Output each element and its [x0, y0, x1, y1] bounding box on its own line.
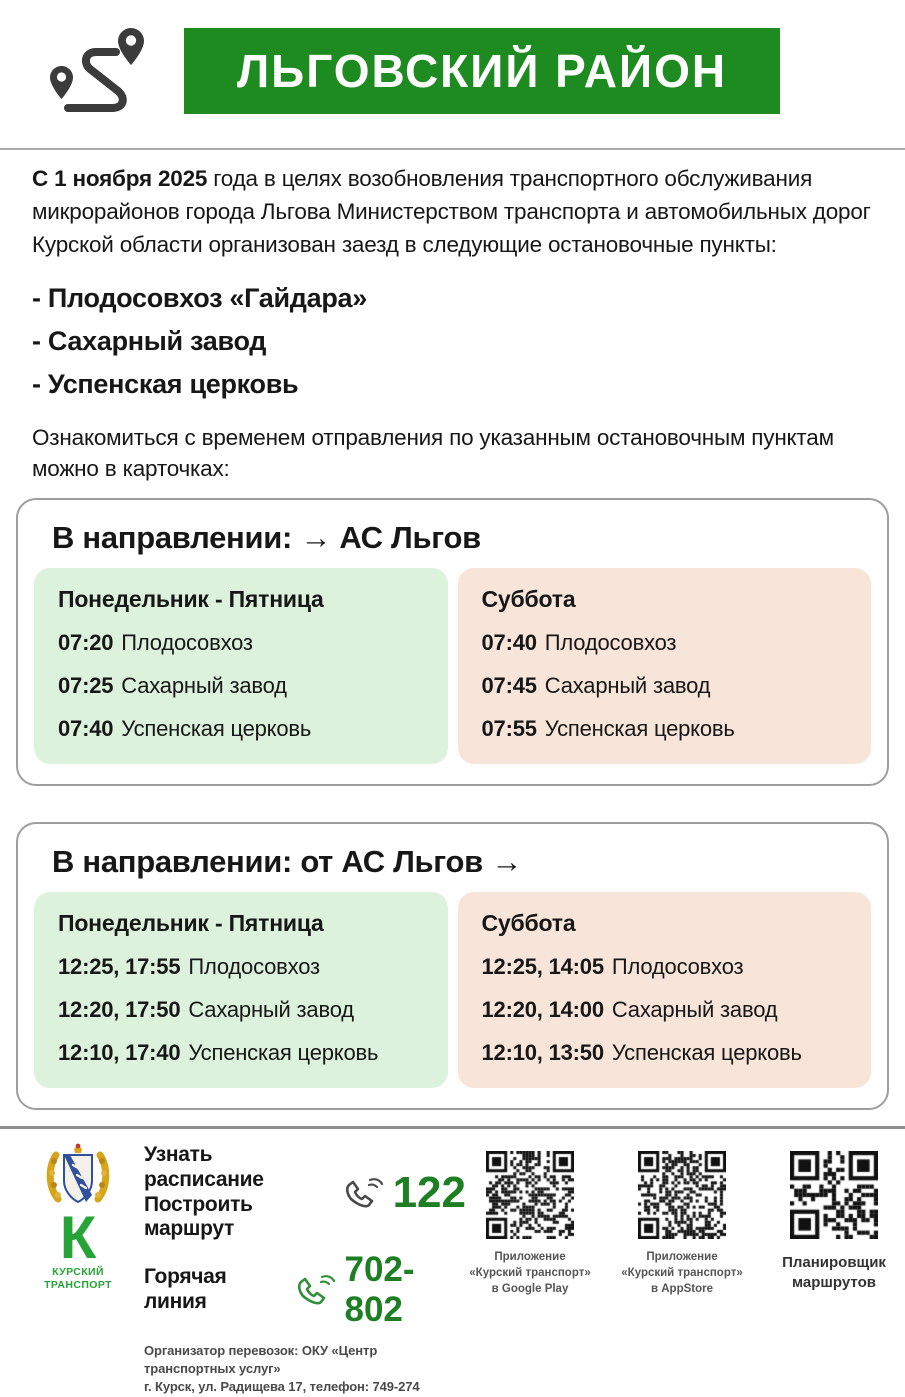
phone-icon — [295, 1270, 337, 1310]
organizer-line: Организатор перевозок: ОКУ «Центр транспортных услуг» — [144, 1343, 378, 1377]
schedule-row — [482, 954, 848, 980]
schedule-row — [58, 630, 424, 656]
schedule-label: Узнать расписание — [144, 1143, 264, 1191]
stop-item: - Сахарный завод — [32, 326, 267, 356]
schedule-row — [482, 997, 848, 1023]
schedule-row — [482, 1040, 848, 1066]
schedule-row — [58, 716, 424, 742]
schedule-row — [58, 954, 424, 980]
departure-time: 12:10, 13:50 — [481, 1040, 604, 1065]
footer — [0, 1129, 905, 1397]
route-icon — [38, 24, 170, 118]
qr-label-line: «Курский транспорт» — [621, 1267, 743, 1280]
organizer-info — [144, 1342, 466, 1397]
qr-label-line: маршрутов — [792, 1274, 876, 1292]
schedule-row — [58, 997, 424, 1023]
stop-name: Успенская церковь — [611, 1040, 802, 1065]
logo-caption-line: КУРСКИЙ — [52, 1266, 104, 1278]
brand-column — [28, 1143, 128, 1292]
map-pin-icon — [50, 66, 73, 99]
header — [0, 0, 905, 118]
coat-of-arms-icon — [42, 1143, 114, 1207]
stop-name: Успенская церковь — [121, 716, 312, 741]
logo-caption-line: ТРАНСПОРТ — [44, 1279, 112, 1292]
qr-label — [782, 1253, 886, 1294]
organizer-line: г. Курск, ул. Радищева 17, телефон: 749-274 — [144, 1379, 420, 1395]
intro-text: года в целях возобновления транспортного обслуживания микрорайонов города Льгова Министерством транспорта и автомобильных дорог Курской области организован заезд в следующие остановочные пункты: — [32, 166, 871, 257]
qr-code-icon — [638, 1151, 726, 1239]
departure-time: 12:20, 14:00 — [481, 997, 604, 1022]
schedule-row — [58, 673, 424, 699]
main-content — [0, 162, 905, 484]
phone-icon — [343, 1173, 385, 1213]
card-title: В направлении: от АС Льгов → — [52, 844, 522, 879]
panel-header: Понедельник - Пятница — [58, 586, 324, 612]
stop-name: Плодосовхоз — [121, 630, 253, 655]
stop-name: Плодосовхоз — [611, 954, 744, 979]
stops-list — [32, 277, 873, 406]
departure-time: 07:45 — [481, 673, 537, 698]
stop-item: - Успенская церковь — [32, 369, 299, 399]
departure-time: 07:20 — [58, 630, 114, 655]
stop-item: - Плодосовхоз «Гайдара» — [32, 283, 367, 313]
stop-name: Сахарный завод — [544, 673, 711, 698]
stop-name: Плодосовхоз — [188, 954, 320, 979]
departure-time: 12:25, 17:55 — [58, 954, 181, 979]
kursk-transport-logo-icon: К — [59, 1204, 97, 1271]
stop-name: Плодосовхоз — [544, 630, 677, 655]
panel-header: Суббота — [481, 586, 576, 612]
hotline-phone-number: 702-802 — [344, 1250, 415, 1330]
departure-time: 12:25, 14:05 — [481, 954, 604, 979]
hotline-label: Горячая линия — [144, 1265, 227, 1314]
qr-label-line: Планировщик — [782, 1254, 886, 1271]
contact-column — [144, 1143, 466, 1397]
qr-label — [469, 1249, 590, 1297]
saturday-panel — [458, 892, 872, 1088]
qr-appstore — [618, 1151, 746, 1297]
qr-codes — [466, 1143, 898, 1297]
header-divider — [0, 148, 905, 150]
panel-header: Понедельник - Пятница — [58, 910, 324, 936]
weekday-panel — [34, 892, 448, 1088]
qr-label-line: в AppStore — [650, 1283, 713, 1296]
qr-code-icon — [790, 1151, 878, 1239]
qr-label — [621, 1249, 742, 1297]
qr-route-planner — [770, 1151, 898, 1297]
schedule-row — [482, 673, 848, 699]
hotline-phone-row — [144, 1250, 466, 1330]
qr-google-play — [466, 1151, 594, 1297]
departure-time: 07:40 — [58, 716, 114, 741]
saturday-panel — [458, 568, 872, 764]
intro-paragraph — [32, 162, 873, 261]
schedule-row — [58, 1040, 424, 1066]
kursk-transport-logo-caption — [44, 1266, 112, 1292]
stop-name: Сахарный завод — [611, 997, 778, 1022]
effective-date: С 1 ноября 2025 — [32, 166, 208, 191]
stop-name: Сахарный завод — [188, 997, 354, 1022]
route-label: Построить маршрут — [144, 1192, 253, 1241]
qr-label-line: Приложение — [494, 1251, 566, 1263]
note-paragraph: Ознакомиться с временем отправления по указанным остановочным пунктам можно в карточках: — [32, 425, 834, 481]
schedule-card-from-as-lgov — [16, 822, 889, 1110]
stop-name: Успенская церковь — [544, 716, 735, 741]
panel-header: Суббота — [481, 910, 576, 936]
stop-name: Успенская церковь — [188, 1040, 379, 1065]
map-pin-icon — [118, 28, 144, 65]
weekday-panel — [34, 568, 448, 764]
stop-name: Сахарный завод — [121, 673, 287, 698]
qr-label-line: Приложение — [646, 1251, 718, 1263]
schedule-row — [482, 716, 848, 742]
qr-code-icon — [486, 1151, 574, 1239]
departure-time: 12:20, 17:50 — [58, 997, 181, 1022]
district-title: ЛЬГОВСКИЙ РАЙОН — [236, 45, 728, 97]
card-title: В направлении: → АС Льгов — [52, 520, 481, 555]
schedule-row — [482, 630, 848, 656]
qr-label-line: «Курский транспорт» — [469, 1267, 591, 1280]
departure-time: 07:25 — [58, 673, 114, 698]
district-title-banner — [184, 28, 780, 114]
departure-time: 07:40 — [481, 630, 537, 655]
schedule-phone-row — [144, 1143, 466, 1242]
departure-time: 07:55 — [481, 716, 537, 741]
departure-time: 12:10, 17:40 — [58, 1040, 181, 1065]
schedule-phone-labels — [144, 1143, 335, 1242]
schedule-phone-number: 122 — [392, 1167, 466, 1217]
schedule-card-to-as-lgov — [16, 498, 889, 786]
qr-label-line: в Google Play — [491, 1283, 569, 1296]
